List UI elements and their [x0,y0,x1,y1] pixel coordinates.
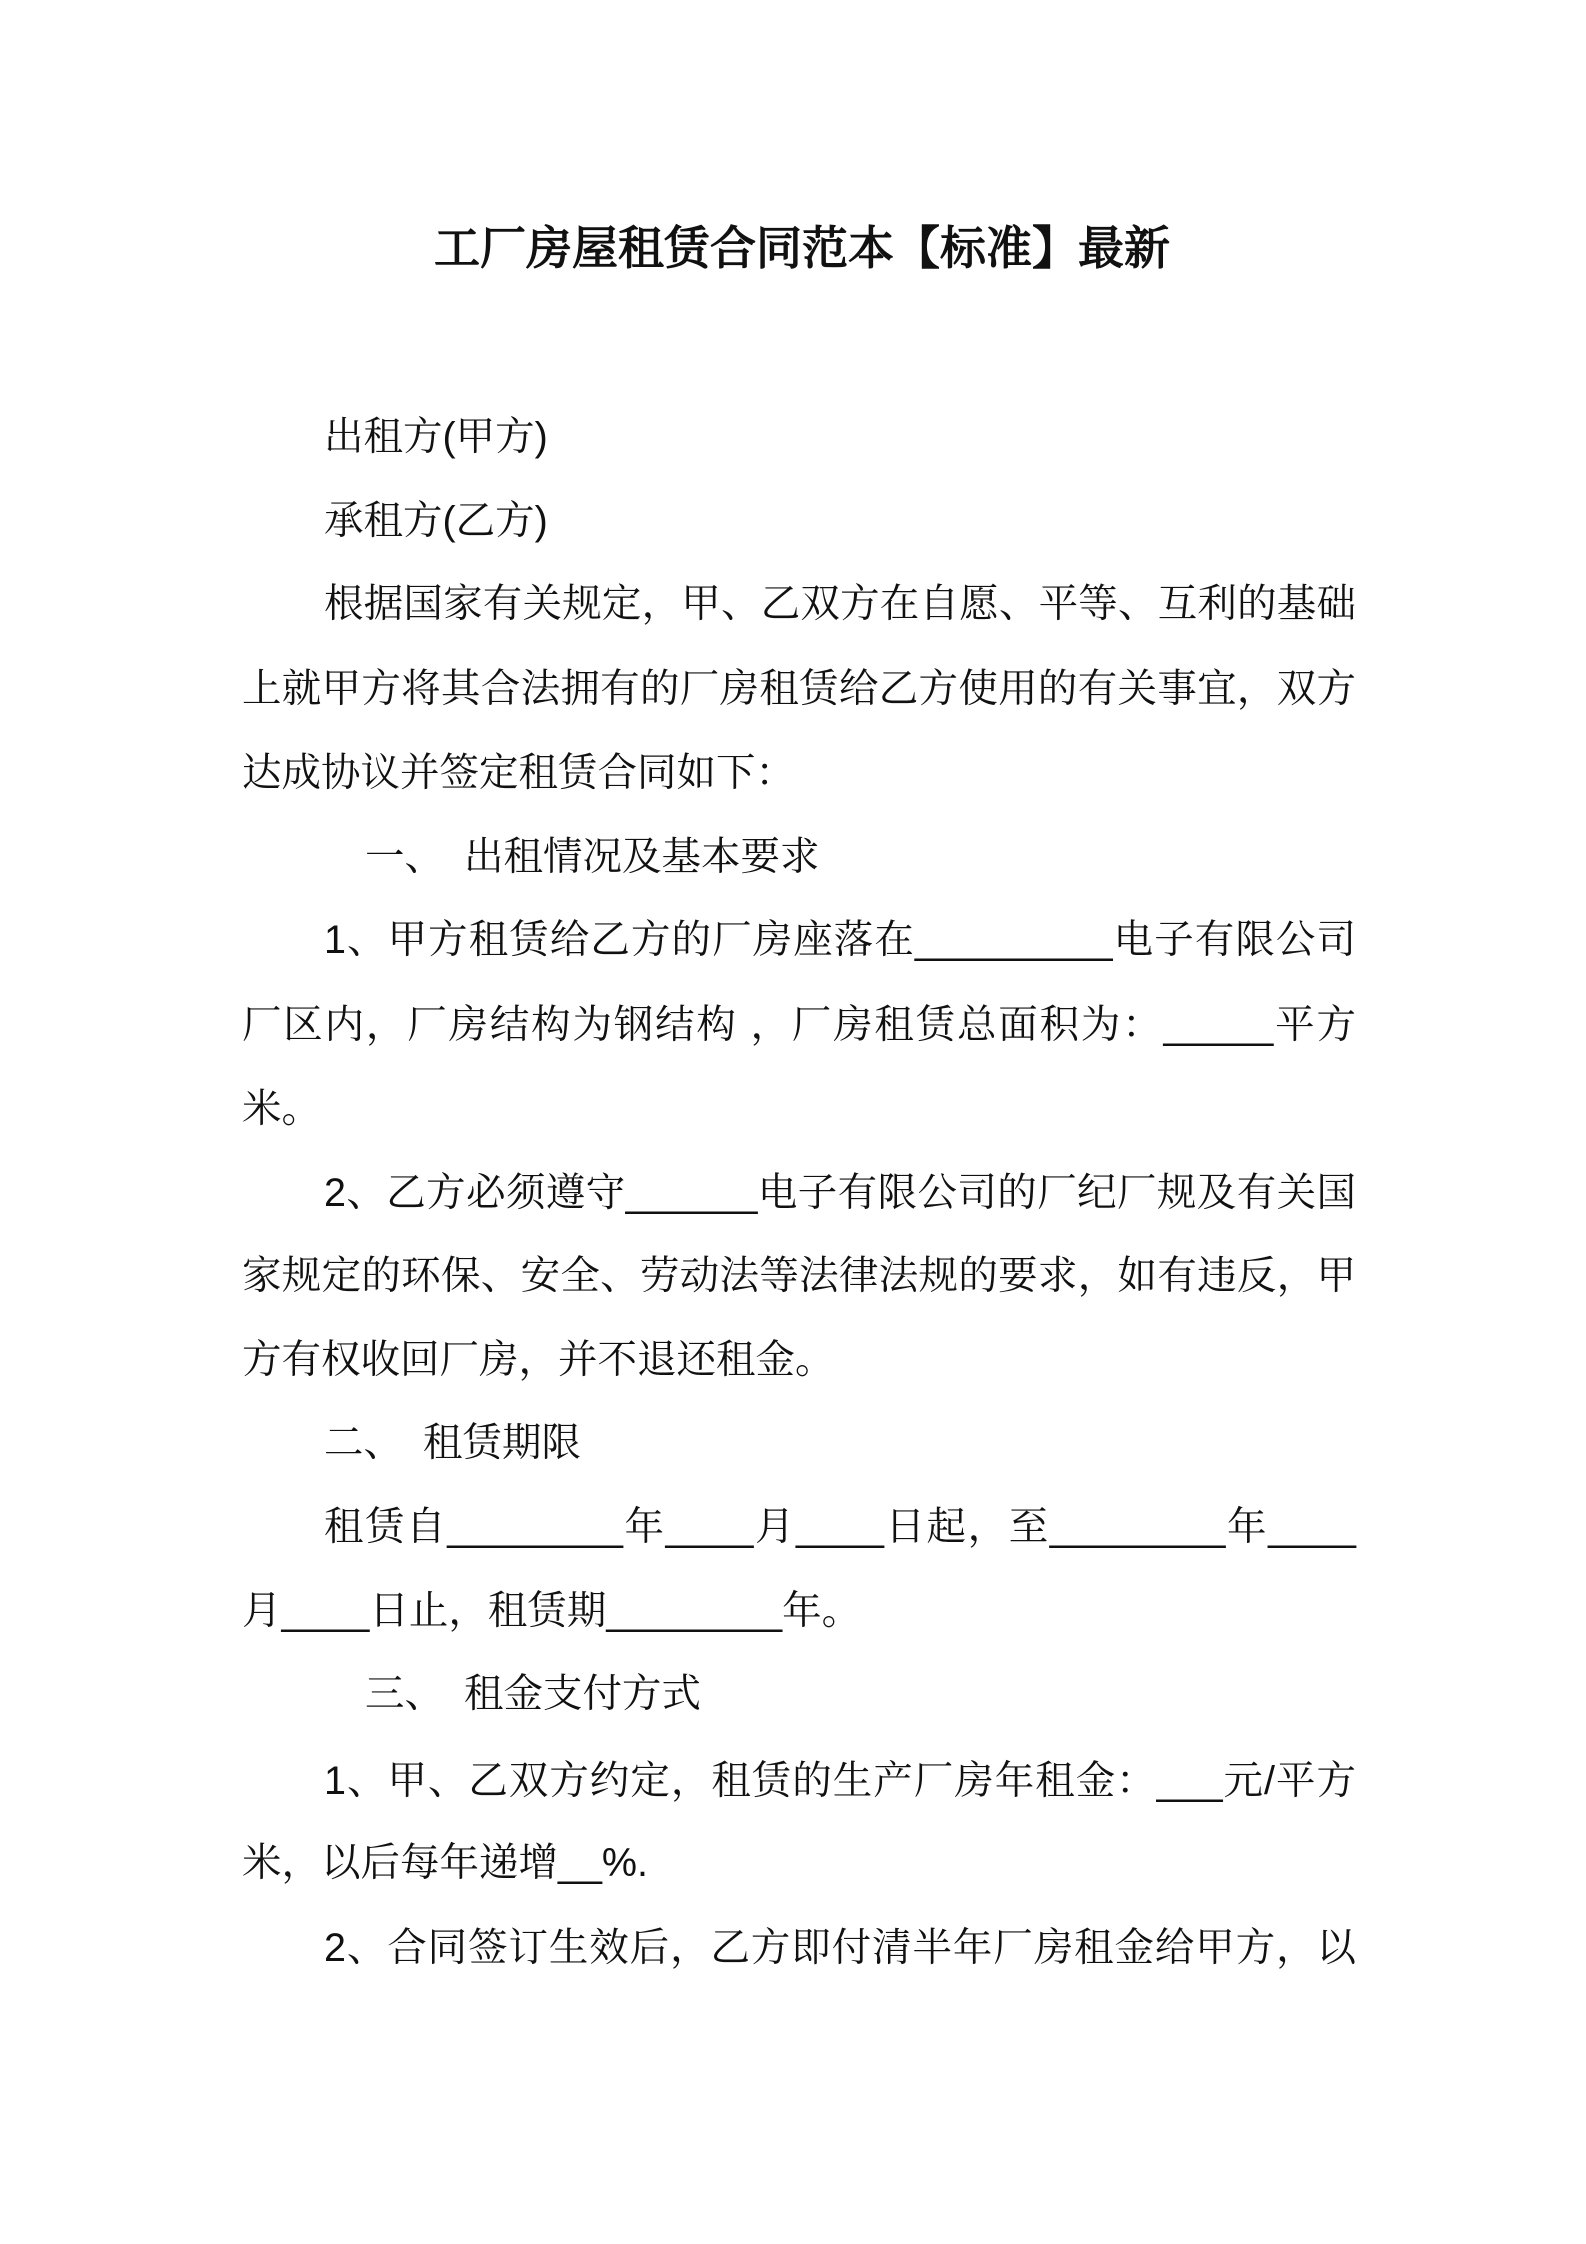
clause-line: 米，以后每年递增__%. [242,1841,649,1885]
section-heading-text: 租赁期限 [423,1421,581,1465]
clause-line: 1、甲方租赁给乙方的厂房座落在_________电子有限公司 [324,918,1356,962]
clause-line: 家规定的环保、安全、劳动法等法律法规的要求，如有违反，甲 [242,1254,1356,1298]
clause-line: 方有权收回厂房，并不退还租金。 [242,1338,835,1382]
section-number: 二、 [324,1421,403,1465]
preamble-line: 根据国家有关规定，甲、乙双方在自愿、平等、互利的基础 [324,582,1356,626]
section-heading-text: 租金支付方式 [464,1672,701,1716]
clause-line: 租赁自________年____月____日起，至________年____ [324,1505,1356,1549]
lessee-label: 承租方(乙方) [324,499,548,543]
clause-line: 2、合同签订生效后，乙方即付清半年厂房租金给甲方，以 [324,1926,1356,1970]
section-heading [365,831,1356,883]
clause-line: 1、甲、乙双方约定，租赁的生产厂房年租金：___元/平方 [324,1759,1356,1803]
section-heading [324,1417,1356,1469]
section-number: 三、 [365,1672,444,1716]
clause-line: 厂区内，厂房结构为钢结构 ，厂房租赁总面积为：_____平方 [242,1003,1356,1047]
preamble-line: 达成协议并签定租赁合同如下： [242,751,795,795]
clause-line: 米。 [242,1087,321,1131]
section-heading-text: 出租情况及基本要求 [464,835,820,879]
clause-line: 月____日止，租赁期________年。 [242,1589,862,1633]
clause-line: 2、乙方必须遵守______电子有限公司的厂纪厂规及有关国 [324,1171,1356,1215]
lessor-label: 出租方(甲方) [324,415,548,459]
section-heading [365,1668,1356,1720]
section-number: 一、 [365,835,444,879]
preamble-line: 上就甲方将其合法拥有的厂房租赁给乙方使用的有关事宜，双方 [242,667,1356,711]
document-title: 工厂房屋租赁合同范本【标准】最新 [434,222,1170,274]
